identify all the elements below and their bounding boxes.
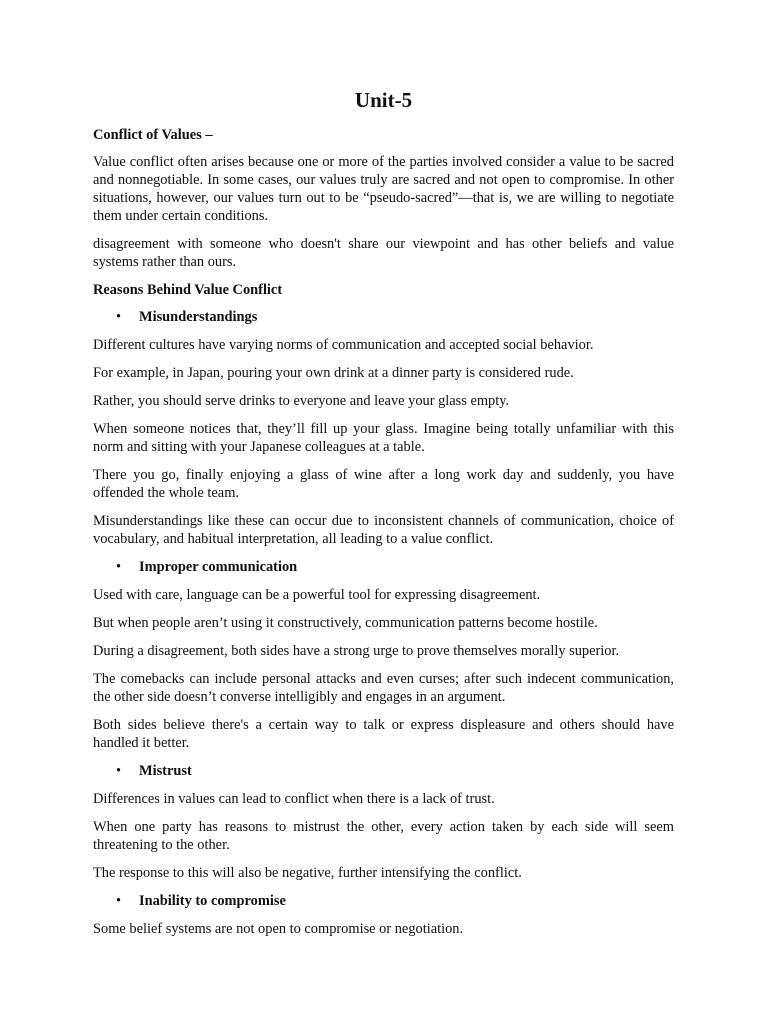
bullet-heading-misunderstandings: [93, 308, 674, 326]
body-paragraph: Differences in values can lead to conflict when there is a lack of trust.: [93, 791, 495, 807]
bullet-heading-label: Misunderstandings: [139, 309, 258, 325]
body-paragraph: Misunderstandings like these can occur due to inconsistent channels of communication, choice of vocabulary, and habitual interpretation, all leading to a value conflict.: [93, 513, 674, 547]
body-paragraph: Some belief systems are not open to compromise or negotiation.: [93, 921, 464, 937]
body-paragraph: The response to this will also be negative, further intensifying the conflict.: [93, 865, 522, 881]
body-paragraph: Used with care, language can be a powerful tool for expressing disagreement.: [93, 587, 541, 603]
body-paragraph: When one party has reasons to mistrust the other, every action taken by each side will seem threatening to the other.: [93, 819, 674, 853]
bullet-heading-improper-communication: [93, 558, 674, 576]
body-paragraph: Different cultures have varying norms of communication and accepted social behavior.: [93, 337, 594, 353]
body-paragraph: Rather, you should serve drinks to everyone and leave your glass empty.: [93, 393, 510, 409]
page-title: Unit-5: [354, 88, 413, 112]
body-paragraph: There you go, finally enjoying a glass of wine after a long work day and suddenly, you have offended the whole team.: [93, 467, 674, 501]
intro-paragraph: Value conflict often arises because one or more of the parties involved consider a value to be sacred and nonnegotiable. In some cases, our values truly are sacred and not open to compromise. In other situations, however, our values turn out to be “pseudo-sacred”—that is, we are willing to negotiate them under certain conditions.: [93, 154, 674, 224]
bullet-heading-label: Improper communication: [139, 559, 298, 575]
body-paragraph: For example, in Japan, pouring your own drink at a dinner party is considered rude.: [93, 365, 574, 381]
reasons-heading: Reasons Behind Value Conflict: [93, 282, 283, 298]
body-paragraph: When someone notices that, they’ll fill up your glass. Imagine being totally unfamiliar with this norm and sitting with your Japanese colleagues at a table.: [93, 421, 674, 455]
bullet-heading-inability-to-compromise: [93, 892, 674, 910]
body-paragraph: Both sides believe there's a certain way to talk or express displeasure and others should have handled it better.: [93, 717, 674, 751]
bullet-icon: •: [116, 763, 122, 779]
bullet-icon: •: [116, 559, 122, 575]
bullet-icon: •: [116, 893, 122, 909]
intro-paragraph: disagreement with someone who doesn't share our viewpoint and has other beliefs and value systems rather than ours.: [93, 236, 674, 270]
bullet-heading-label: Mistrust: [139, 763, 192, 779]
body-paragraph: But when people aren’t using it constructively, communication patterns become hostile.: [93, 615, 598, 631]
bullet-icon: •: [116, 309, 122, 325]
body-paragraph: The comebacks can include personal attacks and even curses; after such indecent communication, the other side doesn’t converse intelligibly and engages in an argument.: [93, 671, 674, 705]
document-page: [93, 86, 674, 948]
body-paragraph: During a disagreement, both sides have a strong urge to prove themselves morally superior.: [93, 643, 620, 659]
section-heading: Conflict of Values –: [93, 127, 213, 143]
bullet-heading-mistrust: [93, 762, 674, 780]
bullet-heading-label: Inability to compromise: [139, 893, 286, 909]
